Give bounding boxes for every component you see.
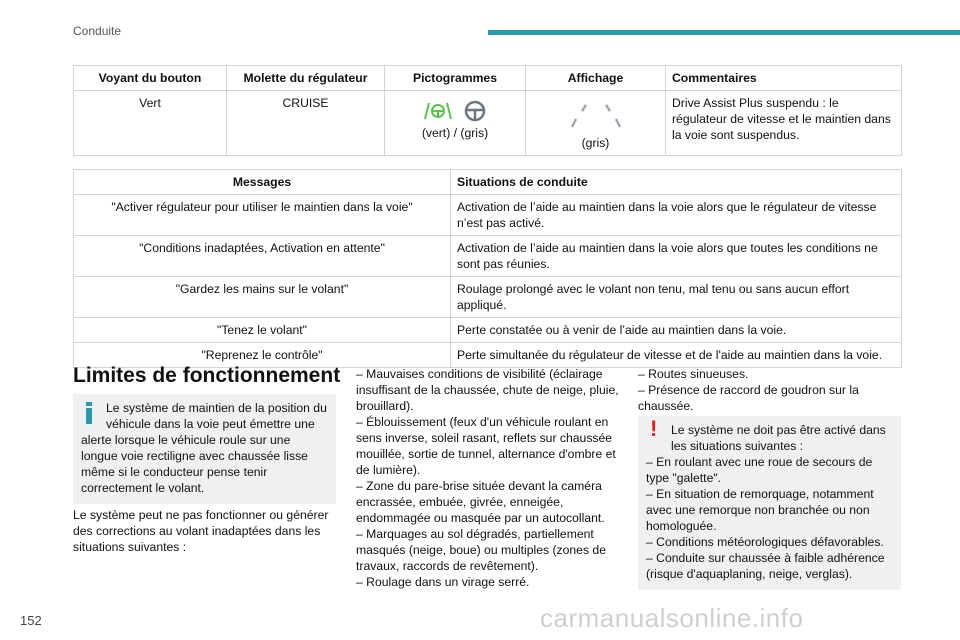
table-header-row	[74, 66, 902, 91]
section-heading: Limites de fonctionnement	[73, 364, 341, 387]
section-label: Conduite	[73, 24, 122, 38]
info-text-rest: alerte lorsque le véhicule roule sur une longue voie rectiligne avec chaussée lisse même si le conducteur pense tenir correctement le volant.	[81, 433, 308, 495]
cell-pictogrammes	[385, 91, 526, 156]
col-header: Affichage	[526, 66, 666, 91]
col-header: Molette du régulateur	[227, 66, 385, 91]
info-text-first: Le système de maintien de la position du véhicule dans la voie peut émettre une	[106, 401, 327, 431]
pictogram-caption: (vert) / (gris)	[421, 126, 489, 140]
messages-table	[73, 169, 902, 368]
list-item: – Routes sinueuses.	[638, 367, 749, 381]
list-item: – Conditions météorologiques défavorables.	[646, 535, 884, 549]
table-row	[74, 277, 902, 318]
list-item: – Zone du pare-brise située devant la caméra encrassée, embuée, givrée, enneigée, endommagée ou masquée par un autocollant.	[356, 479, 605, 525]
lane-assist-grey-icon	[463, 99, 487, 123]
intro-paragraph: Le système peut ne pas fonctionner ou générer des corrections au volant inadaptées dans les situations suivantes :	[73, 508, 329, 554]
lane-assist-green-icon	[423, 99, 453, 123]
cell-situation: Roulage prolongé avec le volant non tenu, mal tenu ou sans aucun effort appliqué.	[451, 277, 902, 318]
table-header-row	[74, 170, 902, 195]
warning-icon: !	[650, 416, 658, 441]
conditions-list	[356, 366, 620, 590]
display-caption: (gris)	[581, 136, 610, 150]
col-header: Pictogrammes	[385, 66, 526, 91]
cell-message: "Tenez le volant"	[74, 318, 451, 343]
lane-lines-grey-icon	[566, 101, 626, 131]
table-row	[74, 236, 902, 277]
cell-situation: Perte constatée ou à venir de l’aide au maintien dans la voie.	[451, 318, 902, 343]
col-header: Situations de conduite	[451, 170, 902, 195]
col-header: Messages	[74, 170, 451, 195]
cell-affichage	[526, 91, 666, 156]
watermark: carmanualsonline.info	[540, 603, 804, 633]
warning-text-first: Le système ne doit pas être activé dans les situations suivantes :	[671, 423, 886, 453]
info-box	[73, 394, 336, 504]
header-accent-bar	[488, 30, 960, 35]
list-item: – Éblouissement (feux d'un véhicule roulant en sens inverse, soleil rasant, reflets sur chaussée mouillée, sortie de tunnel, alternance d'ombre et de lumière).	[356, 415, 616, 477]
list-item: – Marquages au sol dégradés, partiellement masqués (neige, boue) ou multiples (zones de travaux, raccords de revêtement).	[356, 527, 606, 573]
cell-situation: Activation de l’aide au maintien dans la voie alors que toutes les conditions ne sont pas réunies.	[451, 236, 902, 277]
cell-voyant: Vert	[74, 91, 227, 156]
table-row	[74, 91, 902, 156]
cell-message: "Activer régulateur pour utiliser le maintien dans la voie"	[74, 195, 451, 236]
table-row	[74, 195, 902, 236]
col-header: Commentaires	[666, 66, 902, 91]
cell-message: "Reprenez le contrôle"	[74, 343, 451, 368]
conditions-list-continued	[638, 366, 901, 414]
list-item: – En roulant avec une roue de secours de type "galette".	[646, 455, 873, 485]
page-number: 152	[20, 613, 42, 628]
cell-message: "Gardez les mains sur le volant"	[74, 277, 451, 318]
cell-situation: Perte simultanée du régulateur de vitesse et de l'aide au maintien dans la voie.	[451, 343, 902, 368]
cell-message: "Conditions inadaptées, Activation en attente"	[74, 236, 451, 277]
cell-molette: CRUISE	[227, 91, 385, 156]
list-item: – Roulage dans un virage serré.	[356, 575, 530, 589]
list-item: – Présence de raccord de goudron sur la chaussée.	[638, 383, 859, 413]
col-header: Voyant du bouton	[74, 66, 227, 91]
warning-box	[638, 416, 901, 590]
cell-situation: Activation de l’aide au maintien dans la voie alors que le régulateur de vitesse n’est pas activé.	[451, 195, 902, 236]
info-icon	[86, 402, 92, 424]
table-row	[74, 318, 902, 343]
cell-commentaires: Drive Assist Plus suspendu : le régulateur de vitesse et le maintien dans la voie sont suspendus.	[666, 91, 902, 156]
list-item: – Mauvaises conditions de visibilité (éclairage insuffisant de la chaussée, chute de neige, pluie, brouillard).	[356, 367, 619, 413]
indicator-table	[73, 65, 902, 156]
list-item: – En situation de remorquage, notamment avec une remorque non branchée ou non homologuée.	[646, 487, 874, 533]
list-item: – Conduite sur chaussée à faible adhérence (risque d'aquaplaning, neige, verglas).	[646, 551, 885, 581]
